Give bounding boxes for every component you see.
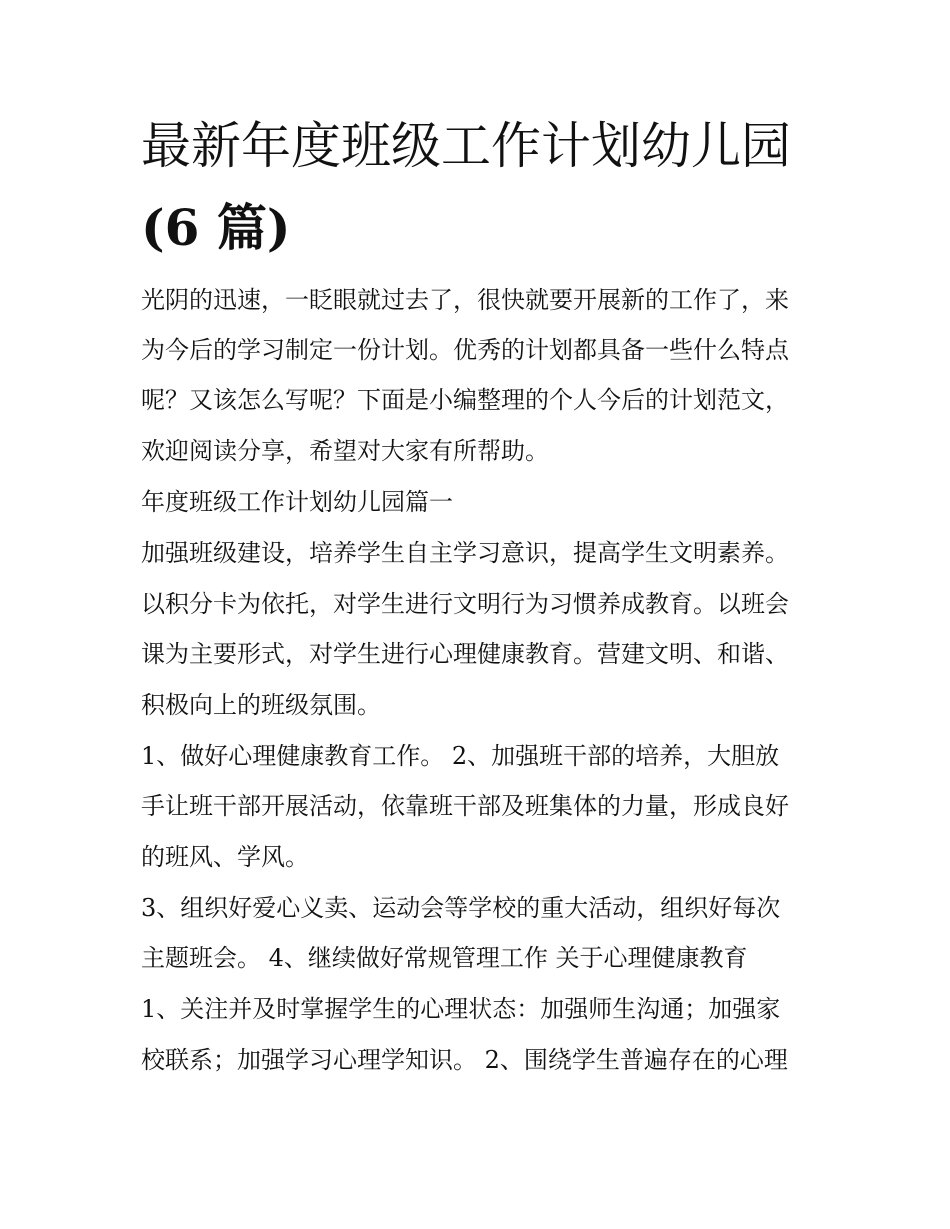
body-line-11: 校联系；加强学习心理学知识。 2、围绕学生普遍存在的心理 (141, 1046, 788, 1074)
body-line-9: 主题班会。 4、继续做好常规管理工作 关于心理健康教育 (141, 944, 748, 972)
document-title-line-1: 最新年度班级工作计划幼儿园 (141, 117, 791, 175)
intro-line-1: 光阴的迅速，一眨眼就过去了，很快就要开展新的工作了，来 (141, 286, 789, 314)
body-line-2: 以积分卡为依托，对学生进行文明行为习惯养成教育。以班会 (141, 590, 789, 618)
intro-line-2: 为今后的学习制定一份计划。优秀的计划都具备一些什么特点 (141, 336, 789, 364)
body-line-7: 的班风、学风。 (141, 843, 309, 871)
document-title-line-2: (6 篇) (141, 198, 291, 257)
body-line-6: 手让班干部开展活动，依靠班干部及班集体的力量，形成良好 (141, 792, 789, 820)
body-line-5: 1、做好心理健康教育工作。 2、加强班干部的培养，大胆放 (141, 742, 780, 770)
body-line-4: 积极向上的班级氛围。 (141, 691, 381, 719)
intro-line-3: 呢？又该怎么写呢？下面是小编整理的个人今后的计划范文， (141, 386, 789, 414)
section-heading: 年度班级工作计划幼儿园篇一 (141, 488, 453, 516)
body-line-3: 课为主要形式，对学生进行心理健康教育。营建文明、和谐、 (141, 640, 789, 668)
intro-line-4: 欢迎阅读分享，希望对大家有所帮助。 (141, 437, 549, 465)
body-line-8: 3、组织好爱心义卖、运动会等学校的重大活动，组织好每次 (141, 894, 781, 922)
body-line-10: 1、关注并及时掌握学生的心理状态：加强师生沟通；加强家 (141, 995, 781, 1023)
body-line-1: 加强班级建设，培养学生自主学习意识，提高学生文明素养。 (141, 539, 789, 567)
